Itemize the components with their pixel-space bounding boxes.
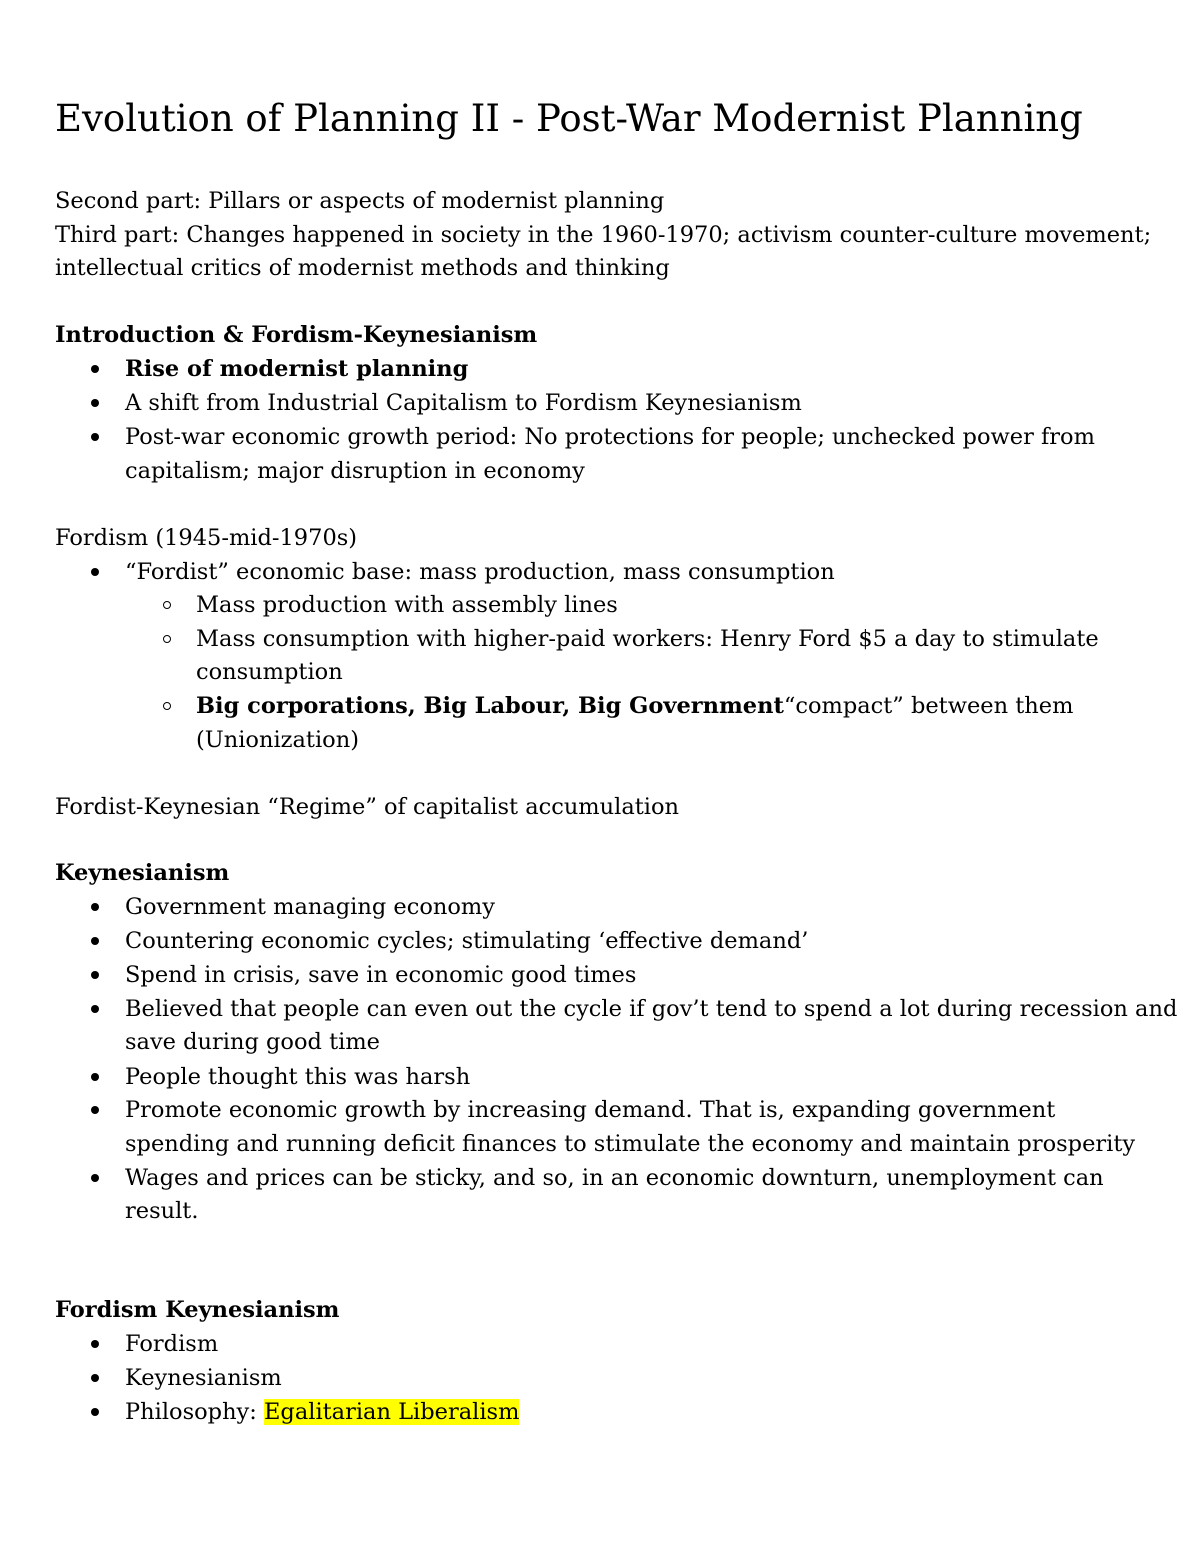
list-item: Countering economic cycles; stimulating ‘effective demand’ [125,928,809,954]
list-item-continued: spending and running deficit finances to stimulate the economy and maintain prosperity [125,1131,1136,1157]
bold-phrase: Big corporations, Big Labour, Big Government [196,693,784,719]
list-item: Rise of modernist planning [125,356,469,382]
list-item: Fordism [125,1331,219,1357]
bullet-dot-icon [91,1005,99,1013]
section-heading-keynesianism: Keynesianism [55,860,230,886]
list-item: Government managing economy [125,894,495,920]
bullet-dot-icon [91,1106,99,1114]
sub-list-item-continued: consumption [196,659,343,685]
list-item: People thought this was harsh [125,1064,471,1090]
list-item: Believed that people can even out the cycle if gov’t tend to spend a lot during recession and [125,996,1178,1022]
sub-list-item [196,689,1073,723]
bullet-dot-icon [91,971,99,979]
intro-line-1: Second part: Pillars or aspects of modernist planning [55,188,665,214]
bullet-dot-icon [91,903,99,911]
bullet-dot-icon [91,365,99,373]
bullet-dot-icon [91,937,99,945]
list-item: Promote economic growth by increasing demand. That is, expanding government [125,1097,1056,1123]
bullet-dot-icon [91,568,99,576]
bullet-circle-icon [163,601,171,609]
section-heading-fordism-keynesianism: Fordism Keynesianism [55,1297,340,1323]
list-item-continued: result. [125,1198,199,1224]
list-item-continued: save during good time [125,1029,380,1055]
bullet-dot-icon [91,1374,99,1382]
regime-line: Fordist-Keynesian “Regime” of capitalist accumulation [55,794,680,820]
bullet-circle-icon [163,702,171,710]
bullet-circle-icon [163,635,171,643]
list-item [125,1395,519,1429]
bullet-dot-icon [91,1408,99,1416]
bullet-dot-icon [91,433,99,441]
sub-list-item: Mass consumption with higher-paid workers: Henry Ford $5 a day to stimulate [196,626,1099,652]
list-item: Post-war economic growth period: No protections for people; unchecked power from [125,424,1095,450]
philosophy-label: Philosophy: [125,1399,264,1425]
intro-line-2: Third part: Changes happened in society in the 1960-1970; activism counter-culture movement; [55,222,1152,248]
list-item: “Fordist” economic base: mass production, mass consumption [125,559,835,585]
list-item-continued: capitalism; major disruption in economy [125,458,585,484]
bullet-dot-icon [91,399,99,407]
list-item: Keynesianism [125,1365,282,1391]
bullet-dot-icon [91,1340,99,1348]
list-item: Spend in crisis, save in economic good times [125,962,637,988]
bullet-dot-icon [91,1174,99,1182]
page-title: Evolution of Planning II - Post-War Modernist Planning [55,97,1083,140]
bullet-dot-icon [91,1073,99,1081]
section-heading-intro: Introduction & Fordism-Keynesianism [55,322,538,348]
phrase: “compact” between them [783,693,1074,719]
highlighted-phrase: Egalitarian Liberalism [264,1399,520,1425]
section-heading-fordism: Fordism (1945-mid-1970s) [55,525,358,551]
sub-list-item: Mass production with assembly lines [196,592,618,618]
sub-list-item-continued: (Unionization) [196,727,359,753]
intro-line-3: intellectual critics of modernist methods and thinking [55,255,670,281]
list-item: A shift from Industrial Capitalism to Fordism Keynesianism [125,390,802,416]
list-item: Wages and prices can be sticky, and so, in an economic downturn, unemployment can [125,1165,1104,1191]
